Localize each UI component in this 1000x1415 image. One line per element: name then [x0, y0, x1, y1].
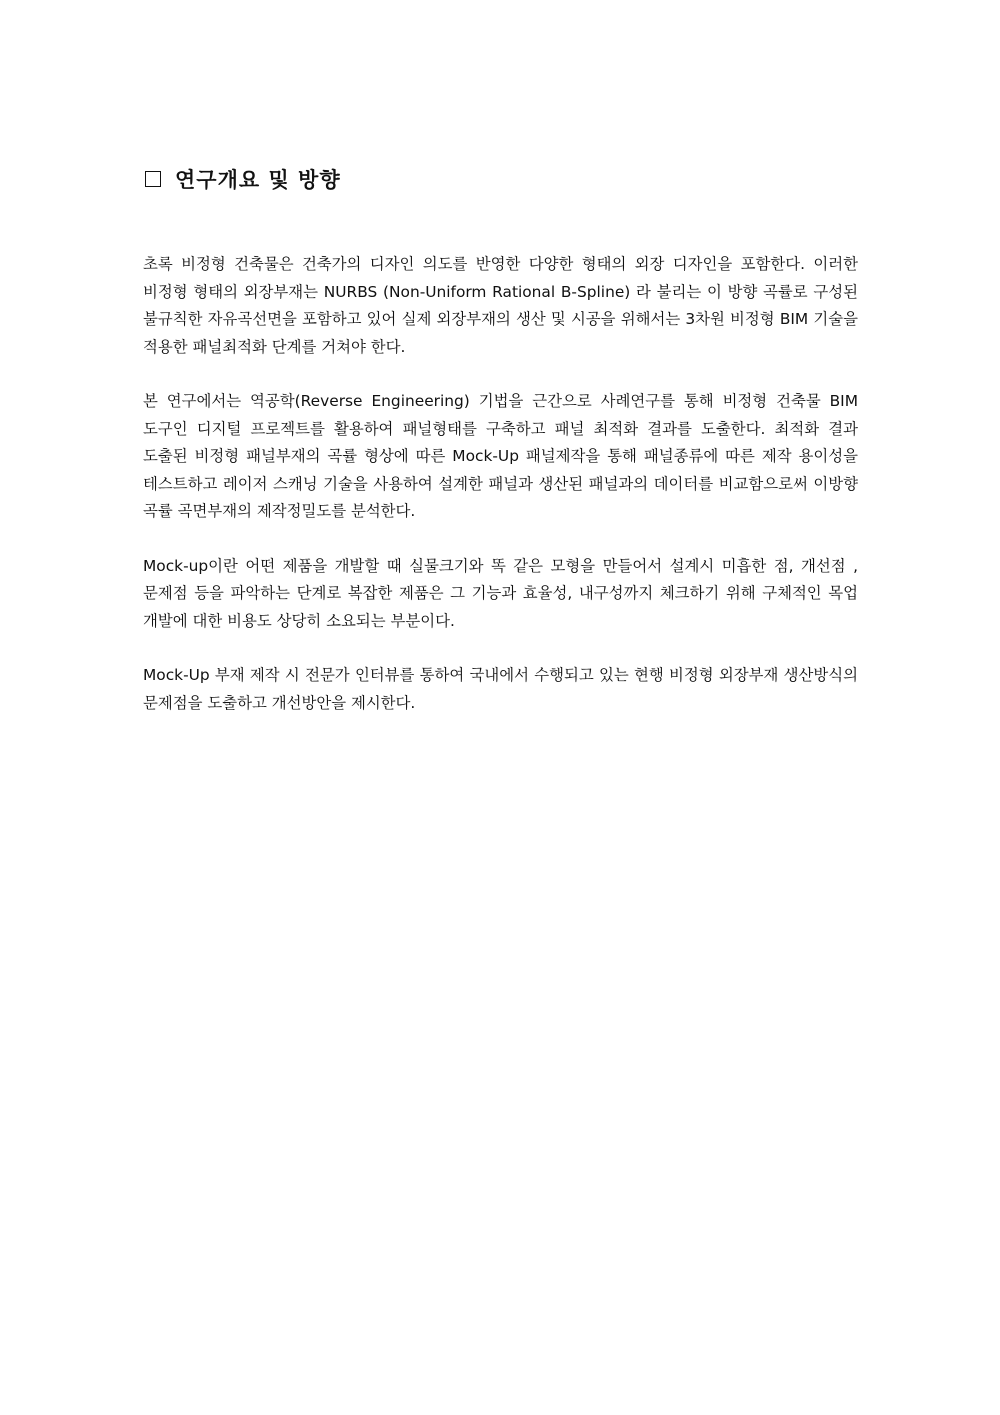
- paragraph-mockup-definition: Mock-up이란 어떤 제품을 개발할 때 실물크기와 똑 같은 모형을 만들어서 설계시 미흡한 점, 개선점 , 문제점 등을 파악하는 단계로 복잡한 제품은 그 기능과 효율성, 내구성까지 체크하기 위해 구체적인 목업 개발에 대한 비용도 상당히 소요되는 부분이다.: [143, 556, 858, 630]
- paragraph-abstract: 초록 비정형 건축물은 건축가의 디자인 의도를 반영한 다양한 형태의 외장 디자인을 포함한다. 이러한 비정형 형태의 외장부재는 NURBS (Non-Uniform Rational B-Spline) 라 불리는 이 방향 곡률로 구성된 불규칙한 자유곡선면을 포함하고 있어 실제 외장부재의 생산 및 시공을 위해서는 3차원 비정형 BIM 기술을 적용한 패널최적화 단계를 거쳐야 한다.: [143, 255, 858, 356]
- paragraph-expert-interview: Mock-Up 부재 제작 시 전문가 인터뷰를 통하여 국내에서 수행되고 있는 현행 비정형 외장부재 생산방식의 문제점을 도출하고 개선방안을 제시한다.: [143, 666, 858, 712]
- section-heading-text: 연구개요 및 방향: [175, 168, 341, 192]
- paragraph-method: 본 연구에서는 역공학(Reverse Engineering) 기법을 근간으로 사례연구를 통해 비정형 건축물 BIM 도구인 디지털 프로젝트를 활용하여 패널형태를 구축하고 패널 최적화 결과를 도출한다. 최적화 결과 도출된 비정형 패널부재의 곡률 형상에 따른 Mock-Up 패널제작을 통해 패널종류에 따른 제작 용이성을 테스트하고 레이저 스캐닝 기술을 사용하여 설계한 패널과 생산된 패널과의 데이터를 비교함으로써 이방향 곡률 곡면부재의 제작정밀도를 분석한다.: [143, 392, 858, 520]
- section-heading: [143, 163, 858, 195]
- empty-square-icon: [145, 171, 161, 187]
- document-page: [143, 163, 858, 744]
